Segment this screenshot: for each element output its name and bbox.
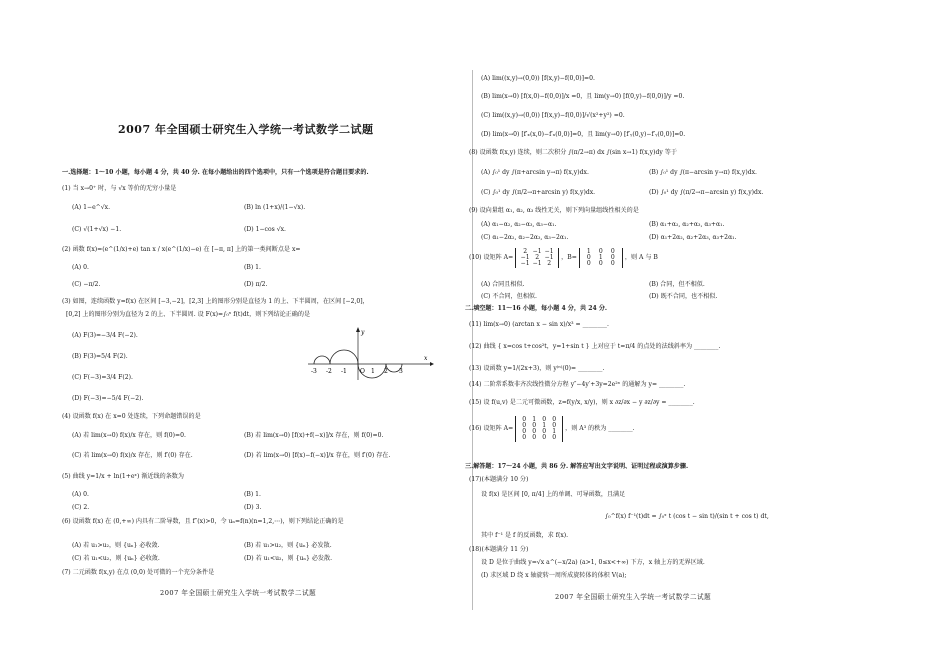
q17-line2: 其中 f⁻¹ 是 f 的反函数，求 f(x). (481, 532, 569, 539)
q9-option-a: (A) α₁−α₂, α₂−α₃, α₃−α₁. (481, 221, 557, 228)
matrix-a4-cell: 0 (552, 416, 557, 423)
q6-option-a: (A) 若 u₁>u₂，则 {uₙ} 必收敛. (72, 542, 160, 549)
matrix-a4-cell: 0 (522, 434, 527, 442)
matrix-a (515, 248, 559, 268)
matrix-a4-cell: 1 (532, 416, 537, 423)
matrix-a4-cell: 0 (532, 434, 537, 442)
matrix-a4-cell: 0 (532, 428, 537, 436)
matrix-a-cell: −1 (544, 248, 554, 255)
matrix-a4-cell: 0 (552, 422, 557, 430)
matrix-b-cell: 0 (598, 248, 603, 255)
q6-option-d: (D) 若 u₁<u₂，则 {uₙ} 必发散. (244, 555, 333, 562)
q5-option-c: (C) 2. (72, 504, 90, 511)
matrix-a-cell: 2 (547, 260, 552, 268)
q12: (12) 曲线 { x=cos t+cos²t，y=1+sin t } 上对应于 t=π/4 的点处的法线斜率为 ________. (469, 343, 721, 350)
matrix-a4-cell: 1 (542, 422, 547, 430)
tick-label-2: 2 (384, 368, 388, 375)
q3-function-graph (306, 326, 436, 382)
q4-option-c: (C) 若 lim(x→0) f(x)/x 存在，则 f′(0) 存在. (72, 452, 193, 459)
q5-option-d: (D) 3. (244, 504, 262, 511)
q7-stem: (7) 二元函数 f(x,y) 在点 (0,0) 处可微的一个充分条件是 (62, 569, 215, 576)
tick-label-1: 1 (371, 368, 375, 375)
q8-option-b: (B) ∫₀¹ dy ∫(π−arcsin y→π) f(x,y)dx. (649, 169, 757, 176)
curve-segment-neg3-neg2 (314, 356, 330, 364)
q2-option-c: (C) −π/2. (72, 281, 101, 288)
q9-option-d: (D) α₁+2α₂, α₂+2α₃, α₃+2α₁. (649, 234, 737, 241)
right-page (465, 0, 950, 658)
q16-suffix: ，则 A³ 的秩为 ________. (565, 425, 635, 433)
q18-line2: (Ⅰ) 求区域 D 绕 x 轴旋转一周所成旋转体的体积 V(a); (481, 572, 627, 579)
q17-formula: ∫₀^f(x) f⁻¹(t)dt = ∫₀ˣ t (cos t − sin t)/(sin t + cos t) dt, (605, 513, 769, 520)
q17-line1: 设 f(x) 是区间 [0, π/4] 上的单调、可导函数，且满足 (481, 491, 626, 498)
q5-option-a: (A) 0. (72, 491, 89, 498)
q9-option-c: (C) α₁−2α₂, α₂−2α₃, α₃−2α₁. (481, 234, 569, 241)
q10-option-b: (B) 合同，但不相似. (649, 281, 705, 288)
q10-stem (469, 248, 658, 268)
q10-stem-mid: ，B= (561, 254, 577, 262)
q6-option-c: (C) 若 u₁<u₂，则 {uₙ} 必收敛. (72, 555, 160, 562)
matrix-b-cell: 1 (598, 254, 603, 262)
matrix-a4 (515, 416, 563, 442)
q4-option-d: (D) 若 lim(x→0) [f(x)−f(−x)]/x 存在，则 f′(0) 存在. (244, 452, 391, 459)
tick-label-origin: O (360, 368, 365, 375)
matrix-b-cell: 0 (610, 254, 615, 262)
tick-label-neg2: -2 (326, 368, 332, 375)
q11: (11) lim(x→0) (arctan x − sin x)/x³ = ________. (469, 321, 609, 328)
q1-option-b: (B) ln (1+x)/(1−√x). (244, 204, 306, 211)
matrix-b-cell: 0 (610, 260, 615, 268)
q6-option-b: (B) 若 u₁>u₂，则 {uₙ} 必发散. (244, 542, 332, 549)
matrix-a4-cell: 0 (542, 434, 547, 442)
matrix-a4-cell: 0 (542, 428, 547, 436)
q3-option-b: (B) F(3)=5/4 F(2). (72, 353, 128, 360)
matrix-b-cell: 0 (586, 260, 591, 268)
q7-option-c: (C) lim((x,y)→(0,0)) [f(x,y)−f(0,0)]/√(x²+y²) =0. (481, 112, 625, 119)
matrix-a-cell: −1 (532, 248, 542, 255)
q1-option-d: (D) 1−cos √x. (244, 226, 286, 233)
matrix-a-cell: −1 (532, 260, 542, 268)
matrix-a-cell: 2 (535, 254, 540, 262)
q8-option-c: (C) ∫₀¹ dy ∫(π/2→π+arcsin y) f(x,y)dx. (481, 189, 596, 196)
q7-option-a: (A) lim((x,y)→(0,0)) [f(x,y)−f(0,0)]=0. (481, 75, 595, 82)
matrix-a-cell: −1 (544, 254, 554, 262)
footer-right: 2007 年全国硕士研究生入学统一考试数学二试题 (555, 593, 712, 601)
matrix-a4-cell: 1 (552, 428, 557, 436)
x-axis-arrow (430, 362, 434, 366)
q16 (469, 416, 635, 442)
q2-option-b: (B) 1. (244, 264, 261, 271)
x-axis-label: x (424, 355, 428, 362)
matrix-a4-cell: 0 (522, 422, 527, 430)
q10-option-d: (D) 既不合同，也不相似. (649, 293, 718, 300)
q10-stem-prefix: (10) 设矩阵 A= (469, 254, 514, 262)
q4-option-a: (A) 若 lim(x→0) f(x)/x 存在，则 f(0)=0. (72, 432, 186, 439)
q1-option-a: (A) 1−e^√x. (72, 204, 111, 211)
matrix-a4-cell: 0 (532, 422, 537, 430)
matrix-b-cell: 1 (586, 248, 591, 255)
q7-option-d: (D) lim(x→0) [f′ₓ(x,0)−f′ₓ(0,0)]=0，且 lim(y→0) [f′ᵧ(0,y)−f′ᵧ(0,0)]=0. (481, 131, 686, 138)
section1-header: 一.选择题：1～10 小题，每小题 4 分，共 40 分. 在每小题给出的四个选项中，只有一个选项是符合题目要求的. (62, 169, 369, 176)
q14: (14) 二阶常系数非齐次线性微分方程 y″−4y′+3y=2e²ˣ 的通解为 y= ________. (469, 381, 686, 388)
section3-header: 三.解答题：17～24 小题，共 86 分. 解答应写出文字说明、证明过程或演算步骤. (465, 463, 689, 470)
q5-stem: (5) 曲线 y=1/x + ln(1+eˣ) 渐近线的条数为 (62, 473, 184, 480)
curve-segment-neg2-0 (330, 350, 358, 364)
q18-line1: 设 D 是位于曲线 y=√x a^(−x/2a) (a>1, 0≤x<+∞) 下方，x 轴上方的无界区域. (481, 559, 705, 566)
q8-option-d: (D) ∫₀¹ dy ∫(π/2→π−arcsin y) f(x,y)dx. (649, 189, 764, 196)
tick-label-3: 3 (399, 368, 403, 375)
q10-option-c: (C) 不合同，但相似. (481, 293, 537, 300)
footer-left: 2007 年全国硕士研究生入学统一考试数学二试题 (160, 589, 317, 597)
matrix-b-cell: 0 (586, 254, 591, 262)
q6-stem: (6) 设函数 f(x) 在 (0,+∞) 内具有二阶导数，且 f″(x)>0，令 uₙ=f(n)(n=1,2,⋯)，则下列结论正确的是 (62, 518, 344, 525)
q15: (15) 设 f(u,v) 是二元可微函数，z=f(y/x, x/y)，则 x ∂z/∂x − y ∂z/∂y = ________. (469, 399, 695, 406)
q1-stem: (1) 当 x→0⁺ 时，与 √x 等价的无穷小量是 (62, 185, 177, 192)
q10-stem-suffix: ，则 A 与 B (624, 254, 658, 262)
matrix-a4-cell: 0 (542, 416, 547, 423)
q5-option-b: (B) 1. (244, 491, 261, 498)
q13: (13) 设函数 y=1/(2x+3)，则 y⁽ⁿ⁾(0)= ________. (469, 365, 605, 372)
q1-option-c: (C) √(1+√x) −1. (72, 226, 122, 233)
matrix-b-cell: 0 (598, 260, 603, 268)
q4-option-b: (B) 若 lim(x→0) [f(x)+f(−x)]/x 存在，则 f(0)=0. (244, 432, 384, 439)
q4-stem: (4) 设函数 f(x) 在 x=0 处连续，下列命题错误的是 (62, 413, 201, 420)
q7-option-b: (B) lim(x→0) [f(x,0)−f(0,0)]/x =0，且 lim(y→0) [f(0,y)−f(0,0)]/y =0. (481, 93, 685, 100)
matrix-a4-cell: 0 (522, 428, 527, 436)
matrix-a4-cell: 0 (522, 416, 527, 423)
q2-stem: (2) 函数 f(x)=(e^(1/x)+e) tan x / x(e^(1/x)−e) 在 [−π, π] 上的第一类间断点是 x= (62, 246, 301, 253)
matrix-a4-cell: 0 (552, 434, 557, 442)
q8-option-a: (A) ∫₀¹ dy ∫(π+arcsin y→π) f(x,y)dx. (481, 169, 589, 176)
matrix-b-cell: 0 (610, 248, 615, 255)
page-title: 2007 年全国硕士研究生入学统一考试数学二试题 (118, 123, 374, 136)
tick-label-neg3: -3 (311, 368, 317, 375)
matrix-a-cell: 2 (523, 248, 528, 255)
q9-option-b: (B) α₁+α₂, α₂+α₃, α₃+α₁. (649, 221, 725, 228)
q3-stem-line2: [0,2] 上的图形分别为直径为 2 的上、下半圆周. 设 F(x)=∫₀ˣ f(t)dt，则下列结论正确的是 (66, 311, 311, 318)
tick-label-neg1: -1 (341, 368, 347, 375)
q18-head: (18)(本题满分 11 分) (469, 546, 529, 553)
matrix-a-cell: −1 (520, 260, 530, 268)
y-axis-arrow (356, 327, 360, 332)
q17-head: (17)(本题满分 10 分) (469, 476, 529, 483)
y-axis-label: y (361, 329, 365, 336)
q2-option-d: (D) π/2. (244, 281, 268, 288)
q9-stem: (9) 设向量组 α₁, α₂, α₃ 线性无关，则下列向量组线性相关的是 (469, 207, 639, 214)
q16-prefix: (16) 设矩阵 A= (469, 425, 514, 433)
q3-option-d: (D) F(−3)=−5/4 F(−2). (72, 395, 144, 402)
q2-option-a: (A) 0. (72, 264, 89, 271)
section2-header: 二.填空题：11～16 小题，每小题 4 分，共 24 分. (465, 305, 608, 312)
matrix-a-cell: −1 (520, 254, 530, 262)
q8-stem: (8) 设函数 f(x,y) 连续，则二次积分 ∫(π/2→π) dx ∫(sin x→1) f(x,y)dy 等于 (469, 149, 677, 156)
q3-stem-line1: (3) 如图，连续函数 y=f(x) 在区间 [−3,−2]，[2,3] 上的图形分别是直径为 1 的上、下半圆周，在区间 [−2,0]， (62, 298, 369, 305)
q3-option-c: (C) F(−3)=3/4 F(2). (72, 374, 133, 381)
matrix-b (579, 248, 623, 268)
q3-option-a: (A) F(3)=−3/4 F(−2). (72, 332, 138, 339)
q10-option-a: (A) 合同且相似. (481, 281, 525, 288)
